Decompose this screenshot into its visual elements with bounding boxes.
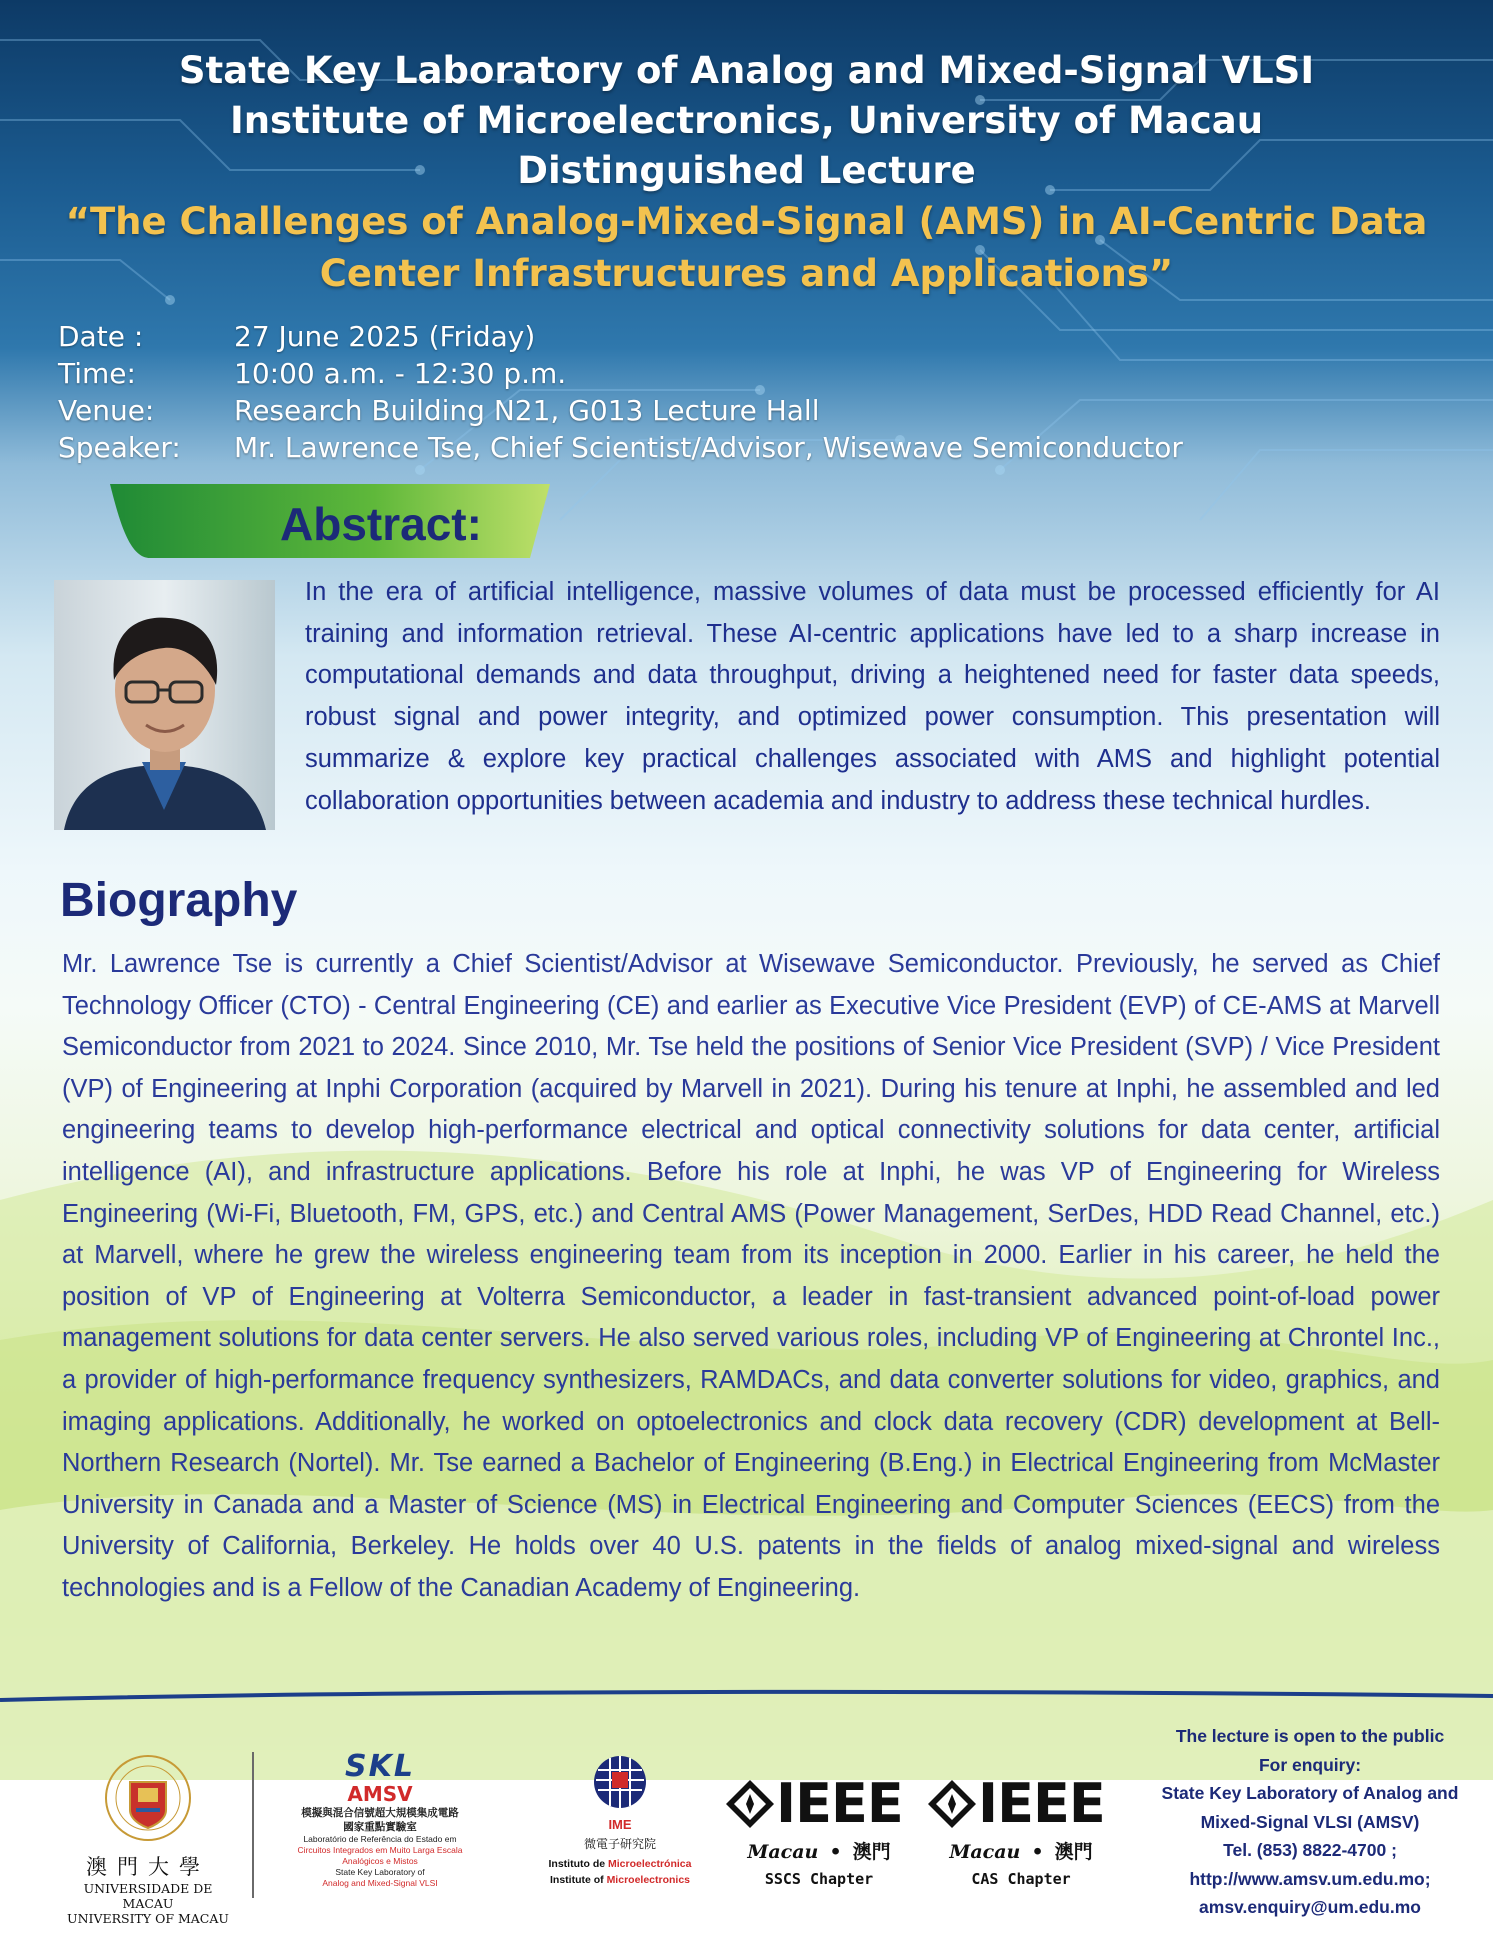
amsv-name-zh2: 國家重點實驗室: [343, 1821, 417, 1833]
ime-logo[interactable]: [540, 1752, 700, 1902]
ieee-cas-city: Macau • 澳門: [949, 1841, 1093, 1863]
ieee-diamond-icon: [926, 1778, 978, 1830]
amsv-name-en1: State Key Laboratory of: [335, 1867, 425, 1877]
ime-abbr: IME: [608, 1817, 632, 1832]
ime-name-pt: [540, 1856, 700, 1872]
ieee-city-zh: 澳門: [1054, 1841, 1093, 1863]
biography-text: Mr. Lawrence Tse is currently a Chief Scientist/Advisor at Wisewave Semiconductor. Previously, he served as Chief Technology Officer (CTO) - Central Engineering (CE) and earlier as Executive Vice President (EVP) of CE-AMS at Marvell Semiconductor from 2021 to 2024. Since 2010, Mr. Tse held the positions of Senior Vice President (SVP) / Vice President (VP) of Engineering at Inphi Corporation (acquired by Marvell in 2021). During his tenure at Inphi, he assembled and led engineering teams to develop high-performance electrical and optical connectivity solutions for data center, artificial intelligence (AI), and infrastructure applications. Before his role at Inphi, he was VP of Engineering for Wireless Engineering (Wi-Fi, Bluetooth, FM, GPS, etc.) and Central AMS (Power Management, SerDes, HDD Read Channel, etc.) at Marvell, where he grew the wireless engineering team from its inception in 2000. Earlier in his career, he held the position of VP of Engineering at Volterra Semiconductor, a leader in fast-transient advanced point-of-load power management solutions for data center servers. He also served various roles, including VP of Engineering at Chrontel Inc., a provider of high-performance frequency synthesizers, RAMDACs, and data converter solutions for video, graphics, and imaging applications. Additionally, he worked on optoelectronics and clock data recovery (CDR) development at Bell-Northern Research (Nortel). Mr. Tse earned a Bachelor of Engineering (B.Eng.) in Electrical Engineering from McMaster University in Canada and a Master of Science (MS) in Electrical Engineering and Computer Sciences (EECS) from the University of California, Berkeley. He holds over 40 U.S. patents in the fields of analog mixed-signal and wireless technologies and is a Fellow of the Canadian Academy of Engineering.: [62, 950, 1440, 1602]
ime-name-en-b: Microelectronics: [606, 1874, 691, 1886]
lecture-title-line2: Center Infrastructures and Applications”: [319, 252, 1174, 295]
ieee-cas-logo[interactable]: [926, 1772, 1116, 1892]
abstract-heading: Abstract:: [280, 498, 482, 550]
biography-heading: Biography: [60, 874, 298, 927]
um-name-pt: UNIVERSIDADE DE MACAU: [83, 1881, 213, 1911]
contact-block: [1140, 1722, 1480, 1922]
amsv-name-pt1: Laboratório de Referência do Estado em: [303, 1834, 457, 1844]
ieee-city-pt: Macau: [949, 1841, 1021, 1863]
ieee-wordmark: IEEE: [776, 1772, 903, 1835]
amsv-name-pt2: Circuitos Integrados em Muito Larga Escala: [297, 1845, 463, 1855]
um-seal-icon: [58, 1752, 238, 1846]
ieee-city-zh: 澳門: [852, 1841, 891, 1863]
um-logo[interactable]: [58, 1752, 238, 1926]
contact-enquiry-label: For enquiry:: [1258, 1754, 1362, 1775]
venue-value: Research Building N21, G013 Lecture Hall: [234, 394, 820, 427]
amsv-name-zh1: 模擬與混合信號超大規模集成電路: [301, 1807, 459, 1819]
lecture-type: Distinguished Lecture: [517, 149, 976, 192]
speaker-label: Speaker:: [58, 431, 181, 464]
amsv-name-en2: Analog and Mixed-Signal VLSI: [322, 1878, 438, 1888]
lab-name: State Key Laboratory of Analog and Mixed-Signal VLSI: [178, 49, 1315, 92]
contact-public-note: The lecture is open to the public: [1175, 1726, 1445, 1746]
contact-website-link[interactable]: http://www.amsv.um.edu.mo;: [1189, 1868, 1431, 1889]
logo-divider: [252, 1752, 254, 1898]
ieee-city-pt: Macau: [747, 1841, 819, 1863]
skl-wordmark: SKL: [345, 1749, 415, 1784]
institute-name: Institute of Microelectronics, University of Macau: [229, 99, 1264, 142]
venue-row: [58, 392, 1458, 429]
contact-phone[interactable]: Tel. (853) 8822-4700 ;: [1223, 1840, 1397, 1860]
ime-name-pt-a: Instituto de: [548, 1858, 609, 1870]
um-name-en: UNIVERSITY OF MACAU: [67, 1911, 229, 1926]
time-value: 10:00 a.m. - 12:30 p.m.: [234, 357, 567, 390]
footer-swoosh: [0, 1688, 1493, 1702]
abstract-text: In the era of artificial intelligence, massive volumes of data must be processed efficiently for AI training and information retrieval. These AI-centric applications have led to a sharp increase in computational demands and data throughput, driving a heightened need for faster data speeds, robust signal and power integrity, and optimized power consumption. This presentation will summarize & explore key practical challenges associated with AMS and highlight potential collaboration opportunities between academia and industry to address these technical hurdles.: [305, 578, 1440, 815]
um-name-zh: 澳門大學: [86, 1855, 210, 1879]
ime-name-en-a: Institute of: [549, 1874, 607, 1886]
ime-name-pt-b: Microelectrónica: [608, 1858, 692, 1870]
speaker-value: Mr. Lawrence Tse, Chief Scientist/Advisor, Wisewave Semiconductor: [234, 431, 1183, 464]
ieee-sscs-logo[interactable]: [724, 1772, 914, 1892]
date-label: Date :: [58, 320, 144, 353]
header: [0, 46, 1493, 300]
contact-email-link[interactable]: amsv.enquiry@um.edu.mo: [1199, 1897, 1421, 1917]
time-row: [58, 355, 1458, 392]
venue-label: Venue:: [58, 394, 155, 427]
amsv-name-pt3: Analógicos e Mistos: [342, 1856, 418, 1866]
ieee-sscs-city: Macau • 澳門: [747, 1841, 891, 1863]
contact-lab-line2: Mixed-Signal VLSI (AMSV): [1200, 1811, 1420, 1832]
ieee-wordmark: IEEE: [978, 1772, 1105, 1835]
lecture-title-line1: “The Challenges of Analog-Mixed-Signal (AMS) in AI-Centric Data: [65, 200, 1428, 243]
ime-name-en: [540, 1872, 700, 1888]
amsv-wordmark: AMSV: [347, 1782, 413, 1806]
time-label: Time:: [58, 357, 136, 390]
ieee-chapter: SSCS Chapter: [764, 1870, 874, 1888]
contact-lab-line1: State Key Laboratory of Analog and: [1161, 1783, 1459, 1803]
ime-chip-icon: [588, 1752, 652, 1812]
speaker-photo: [54, 580, 275, 830]
event-info: [58, 318, 1458, 466]
amsv-logo[interactable]: [282, 1749, 478, 1902]
ieee-diamond-icon: [724, 1778, 776, 1830]
ime-name-zh: 微電子研究院: [583, 1837, 656, 1851]
ieee-chapter: CAS Chapter: [971, 1870, 1071, 1888]
date-row: [58, 318, 1458, 355]
speaker-row: [58, 429, 1458, 466]
date-value: 27 June 2025 (Friday): [234, 320, 536, 353]
